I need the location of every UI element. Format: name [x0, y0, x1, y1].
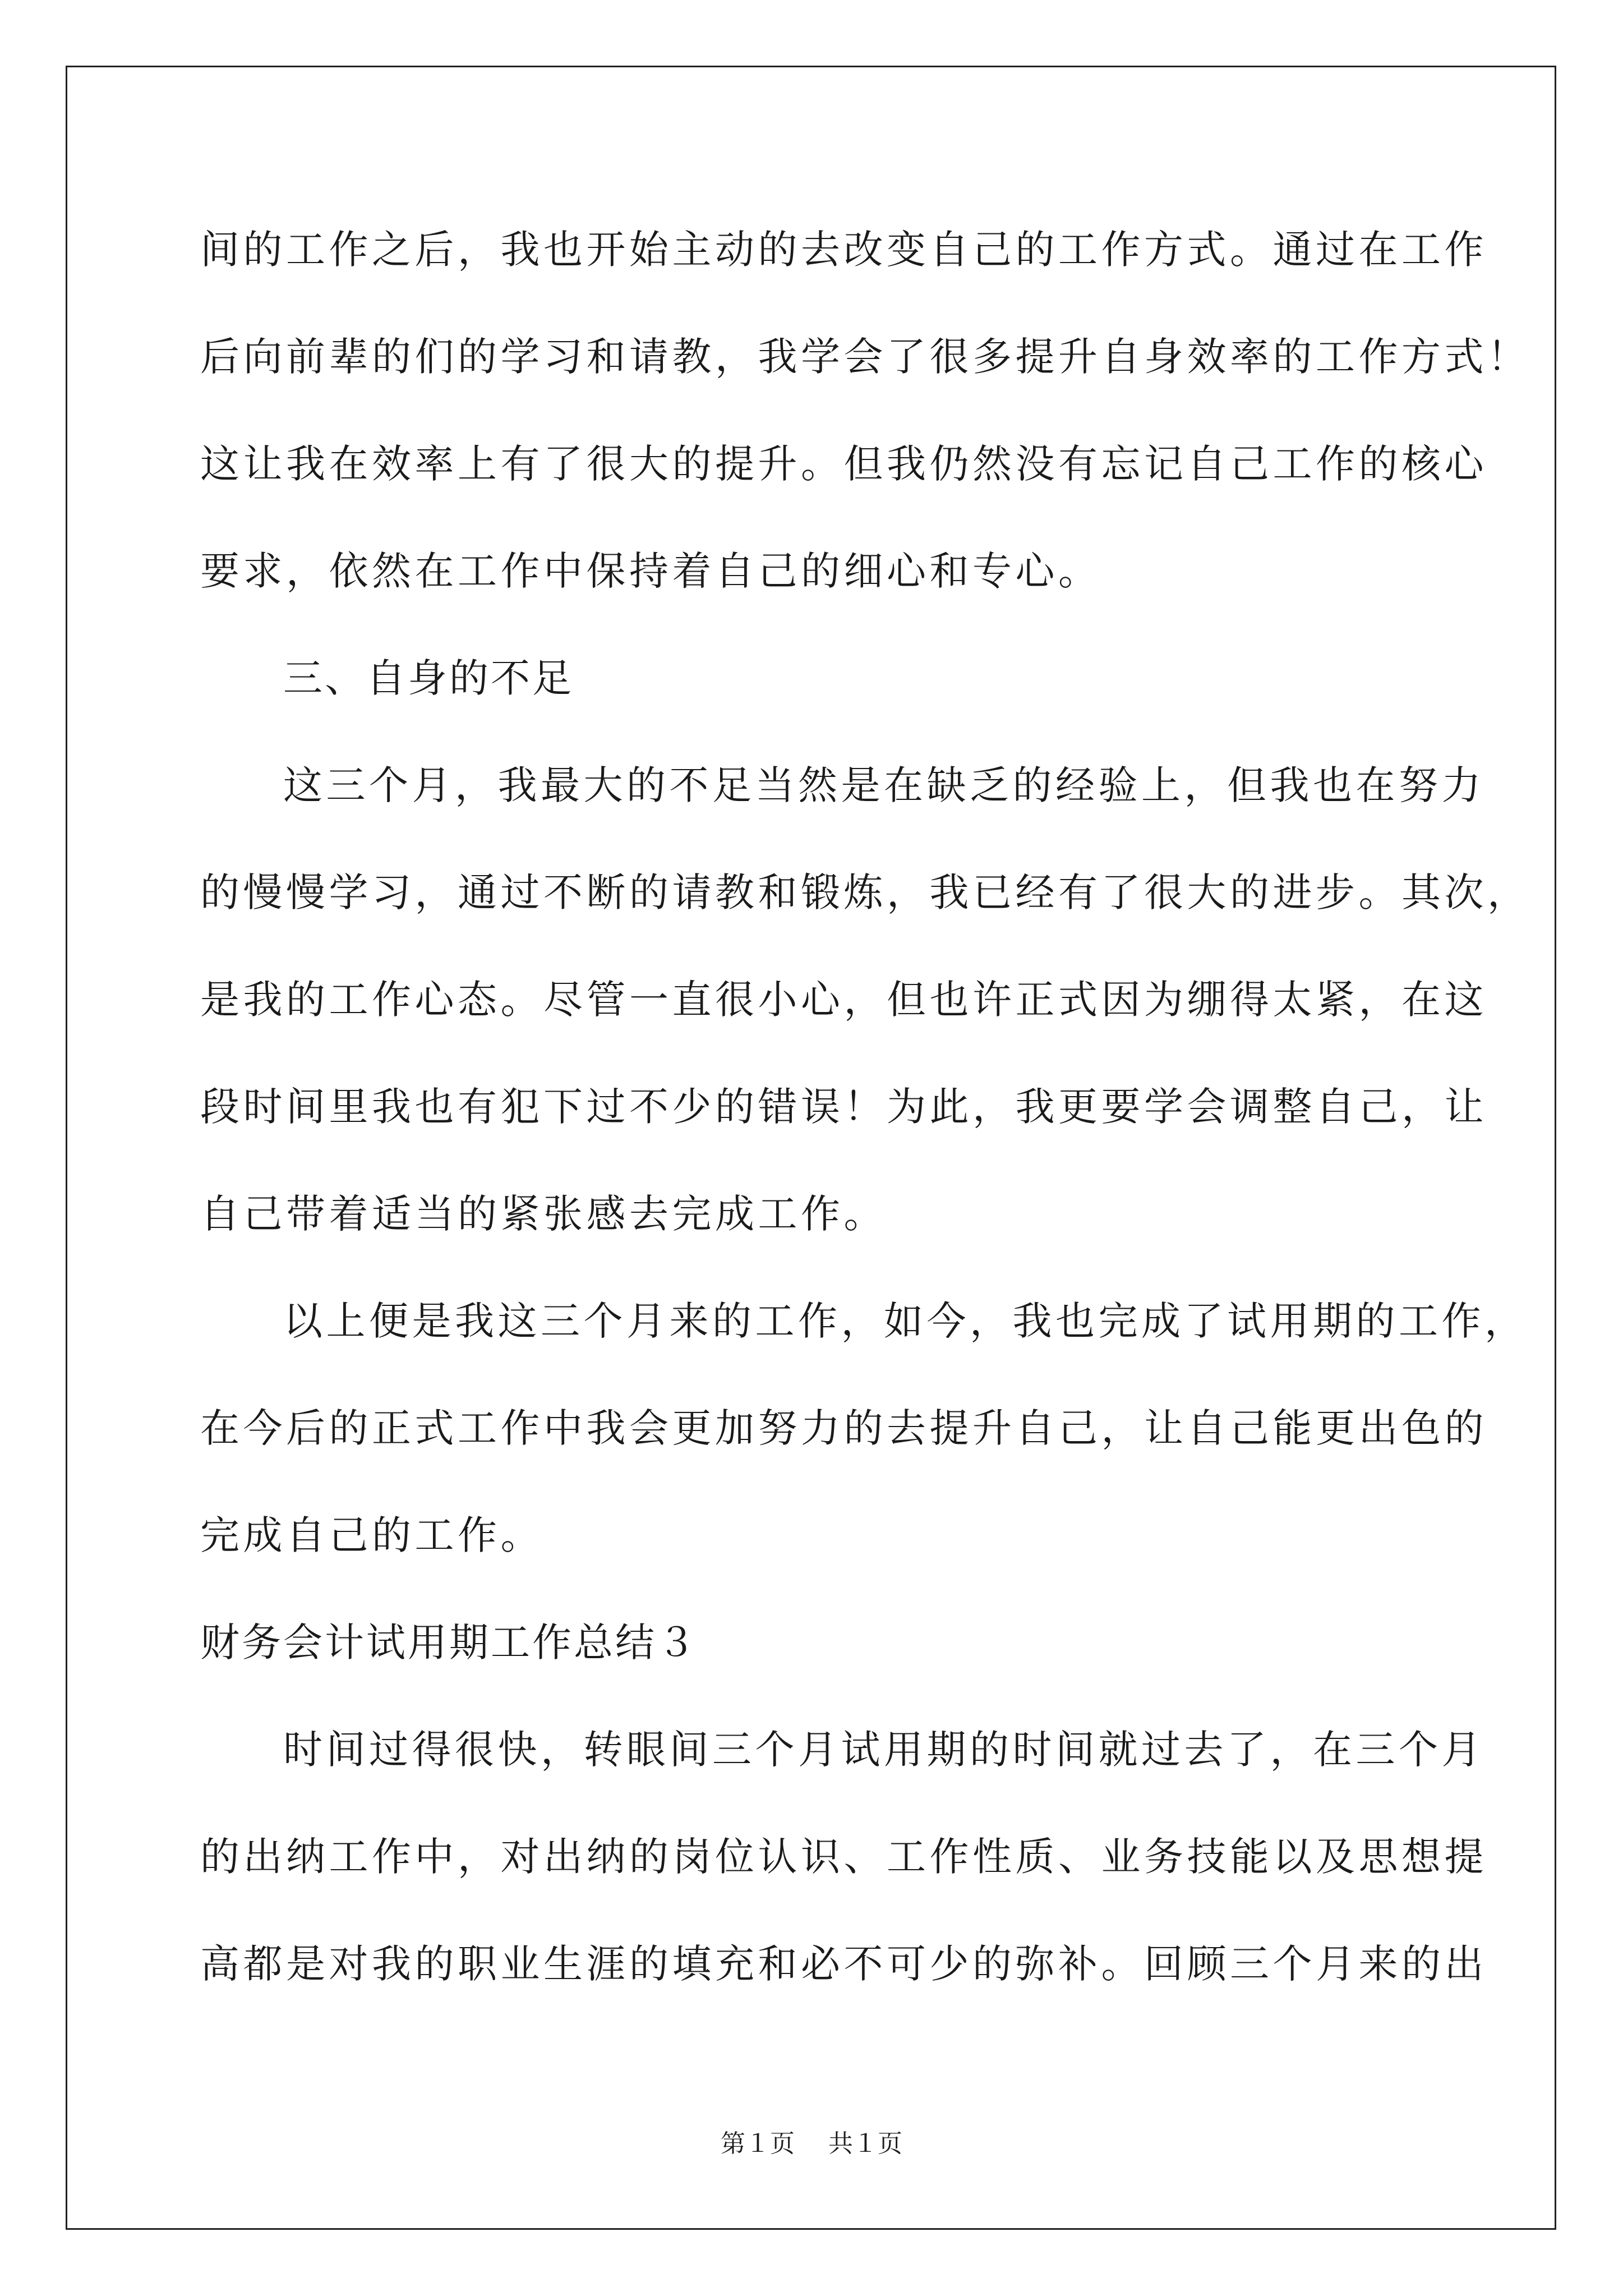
page-footer — [0, 2129, 1623, 2158]
section-heading: 三、自身的不足 — [283, 655, 574, 701]
page-total: 共１页 — [828, 2129, 902, 2158]
paragraph-line: 要求，依然在工作中保持着自己的细心和专心。 — [200, 548, 1101, 594]
paragraph-line: 这让我在效率上有了很大的提升。但我仍然没有忘记自己工作的核心 — [200, 441, 1487, 487]
paragraph-line: 段时间里我也有犯下过不少的错误！为此，我更要学会调整自己，让 — [200, 1084, 1487, 1130]
page-number: 第１页 — [721, 2129, 795, 2158]
paragraph-line: 是我的工作心态。尽管一直很小心，但也许正式因为绷得太紧，在这 — [200, 977, 1487, 1023]
article-title: 财务会计试用期工作总结３ — [200, 1619, 698, 1665]
paragraph-line: 这三个月，我最大的不足当然是在缺乏的经验上，但我也在努力 — [283, 762, 1484, 808]
paragraph-line: 间的工作之后，我也开始主动的去改变自己的工作方式。通过在工作 — [200, 227, 1487, 273]
paragraph-line: 在今后的正式工作中我会更加努力的去提升自己，让自己能更出色的 — [200, 1405, 1487, 1451]
paragraph-line: 的出纳工作中，对出纳的岗位认识、工作性质、业务技能以及思想提 — [200, 1834, 1487, 1880]
paragraph-line: 的慢慢学习，通过不断的请教和锻炼，我已经有了很大的进步。其次， — [200, 869, 1530, 915]
paragraph-line: 高都是对我的职业生涯的填充和必不可少的弥补。回顾三个月来的出 — [200, 1941, 1487, 1987]
paragraph-line: 完成自己的工作。 — [200, 1512, 543, 1558]
paragraph-line: 时间过得很快，转眼间三个月试用期的时间就过去了，在三个月 — [283, 1727, 1484, 1773]
paragraph-line: 以上便是我这三个月来的工作，如今，我也完成了试用期的工作， — [283, 1298, 1528, 1344]
paragraph-line: 后向前辈的们的学习和请教，我学会了很多提升自身效率的工作方式！ — [200, 334, 1530, 380]
page-border — [66, 66, 1556, 2230]
paragraph-line: 自己带着适当的紧张感去完成工作。 — [200, 1191, 887, 1237]
